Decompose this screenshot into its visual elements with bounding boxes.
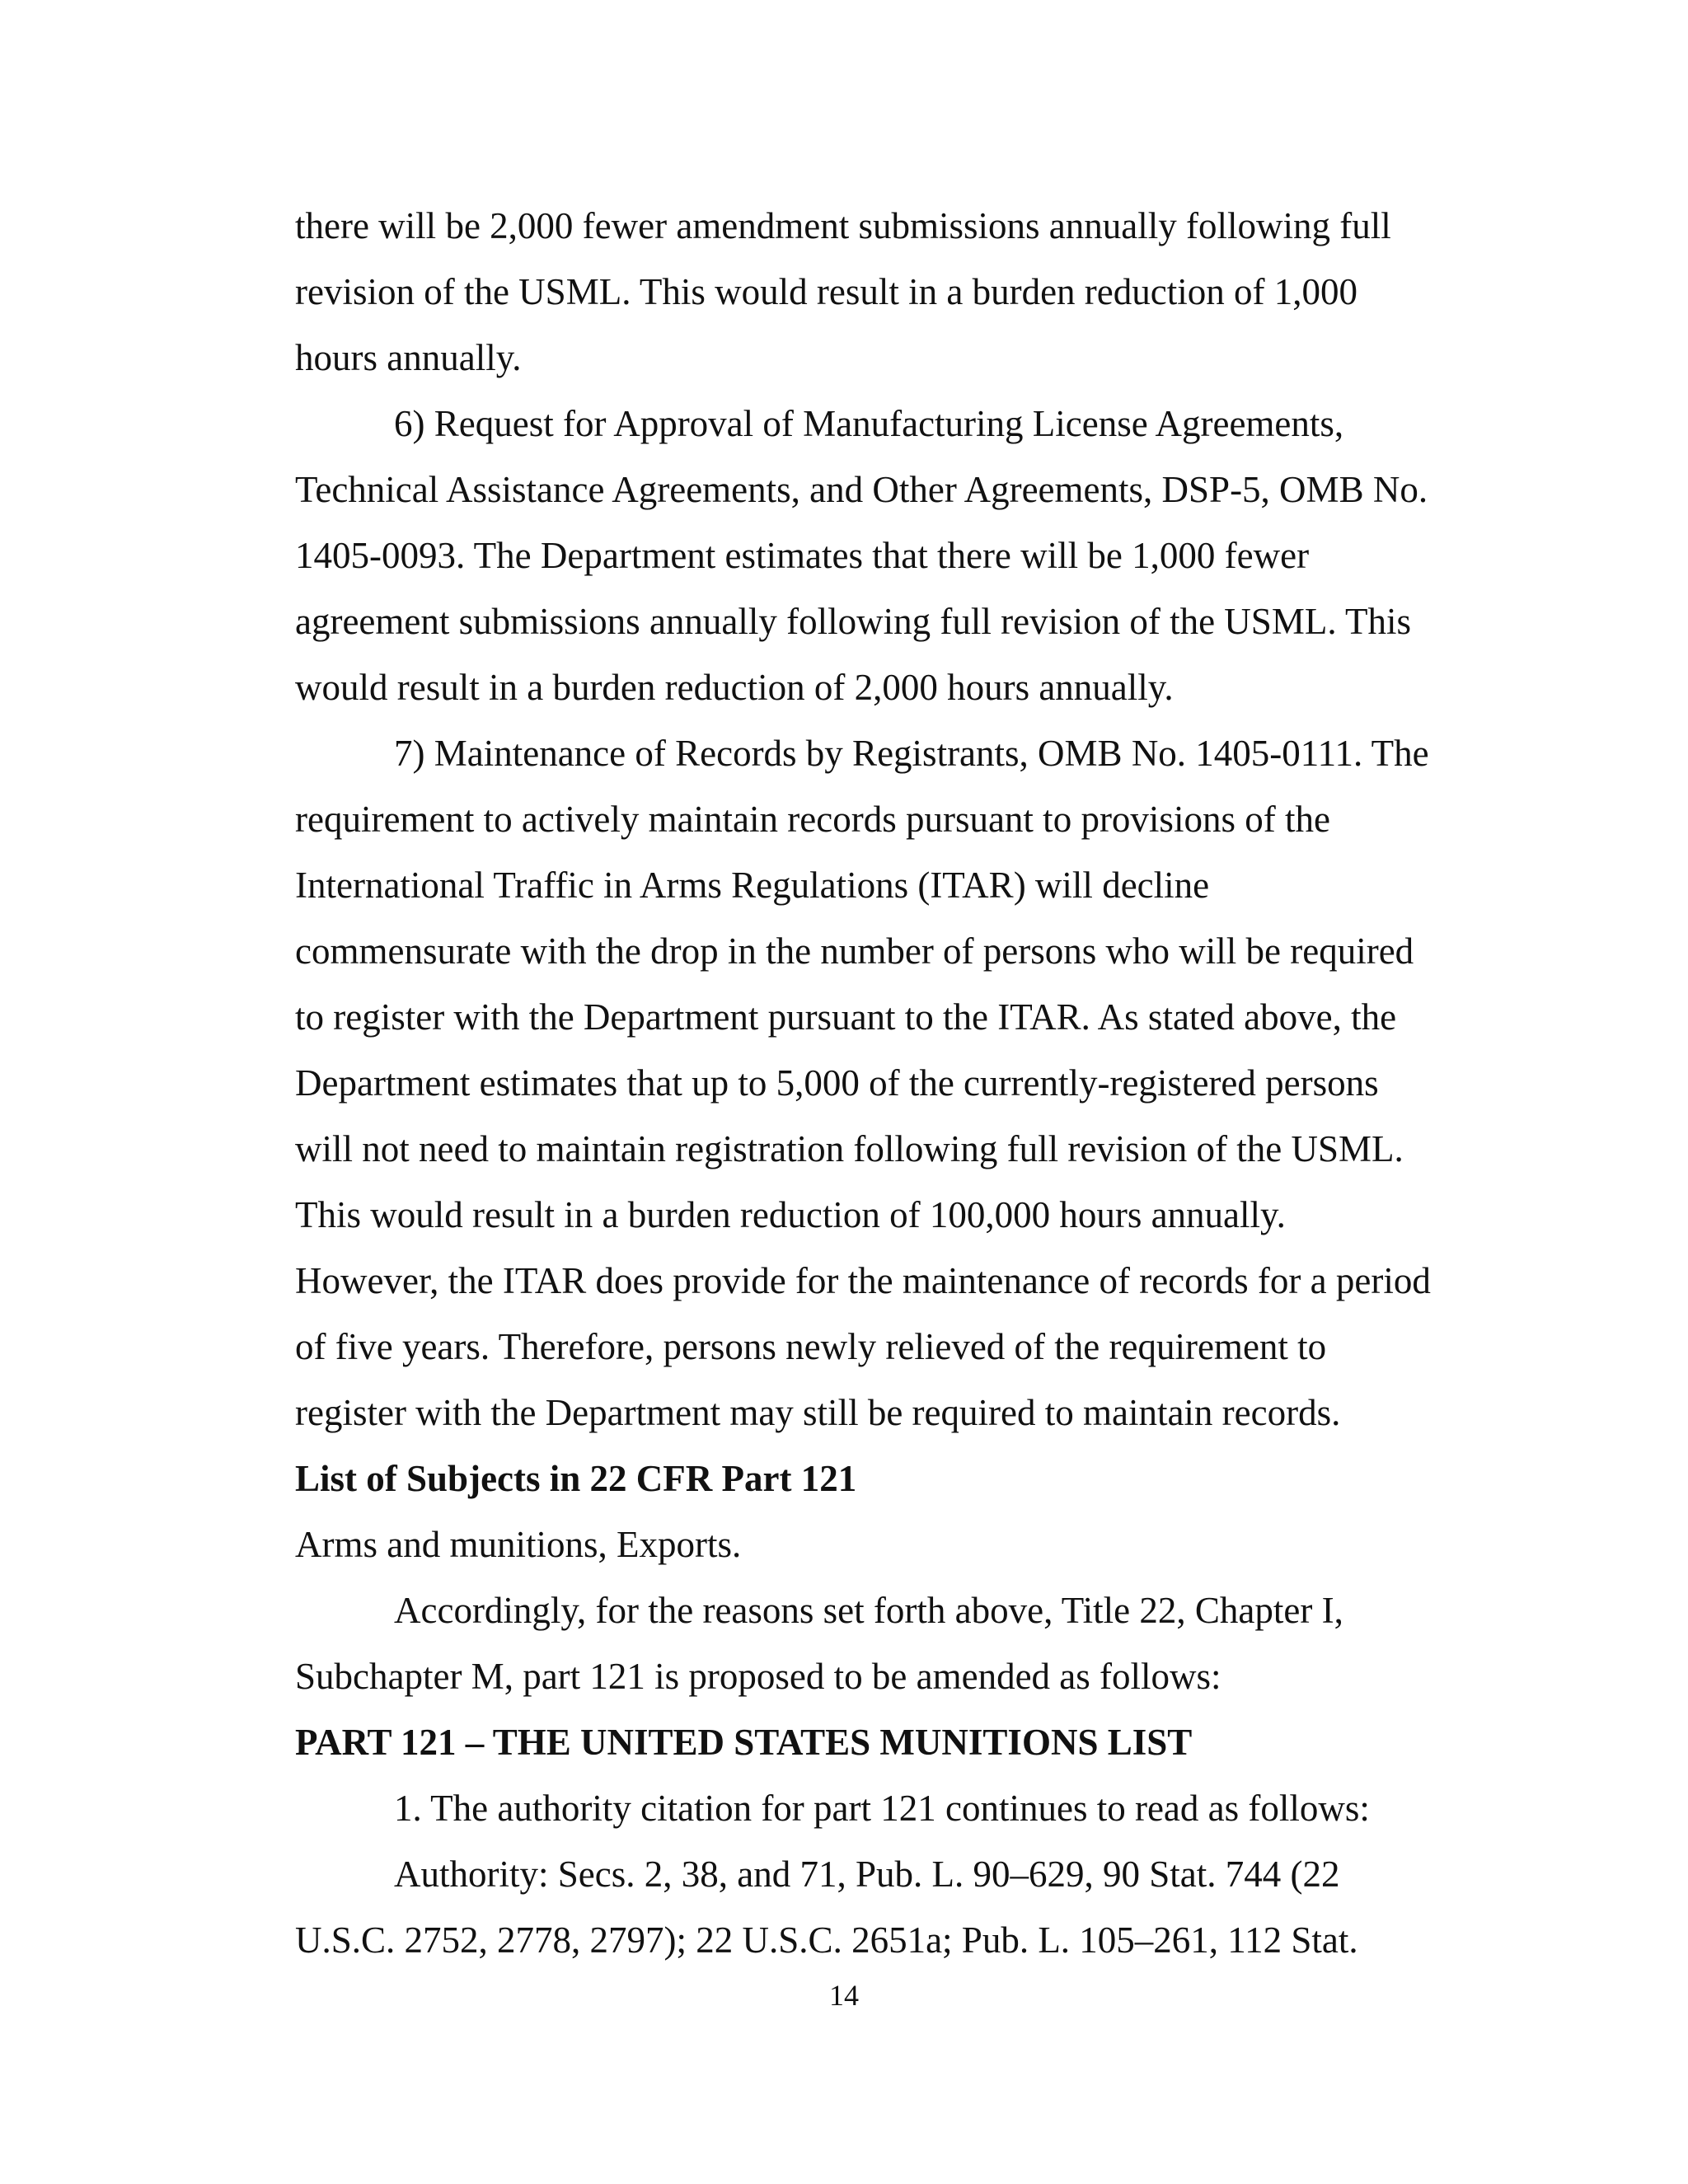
- text-line-11: International Traffic in Arms Regulations (ITAR) will decline: [295, 865, 1210, 906]
- text-line-3: hours annually.: [295, 337, 522, 378]
- text-line-8: would result in a burden reduction of 2,000 hours annually.: [295, 667, 1174, 708]
- text-line-12: commensurate with the drop in the number of persons who will be required: [295, 930, 1414, 972]
- text-line-16: This would result in a burden reduction of 100,000 hours annually.: [295, 1194, 1286, 1235]
- text-line-6: 1405-0093. The Department estimates that there will be 1,000 fewer: [295, 535, 1310, 576]
- subjects-list: Arms and munitions, Exports.: [295, 1524, 742, 1565]
- text-line-1: there will be 2,000 fewer amendment submissions annually following full: [295, 205, 1391, 246]
- authority-citation: Authority: Secs. 2, 38, and 71, Pub. L. 90–629, 90 Stat. 744 (22: [394, 1854, 1340, 1895]
- text-line-10: requirement to actively maintain records pursuant to provisions of the: [295, 799, 1330, 840]
- text-line-19: register with the Department may still be required to maintain records.: [295, 1392, 1341, 1433]
- document-body: [295, 193, 1482, 1973]
- text-line-7: agreement submissions annually following full revision of the USML. This: [295, 601, 1412, 642]
- amendment-intro: Accordingly, for the reasons set forth above, Title 22, Chapter I,: [394, 1590, 1343, 1631]
- text-line-23: Subchapter M, part 121 is proposed to be amended as follows:: [295, 1656, 1221, 1697]
- text-line-13: to register with the Department pursuant to the ITAR. As stated above, the: [295, 996, 1397, 1038]
- paragraph-6-start: 6) Request for Approval of Manufacturing License Agreements,: [394, 403, 1344, 444]
- text-line-2: revision of the USML. This would result in a burden reduction of 1,000: [295, 271, 1357, 312]
- text-line-5: Technical Assistance Agreements, and Other Agreements, DSP-5, OMB No.: [295, 469, 1428, 510]
- part-121-heading: PART 121 – THE UNITED STATES MUNITIONS LIST: [295, 1722, 1193, 1763]
- text-line-18: of five years. Therefore, persons newly relieved of the requirement to: [295, 1326, 1327, 1367]
- paragraph-7-start: 7) Maintenance of Records by Registrants, OMB No. 1405-0111. The: [394, 733, 1429, 774]
- list-of-subjects-heading: List of Subjects in 22 CFR Part 121: [295, 1458, 857, 1499]
- page-number: 14: [829, 1979, 859, 2012]
- text-line-17: However, the ITAR does provide for the maintenance of records for a period: [295, 1260, 1431, 1301]
- text-line-14: Department estimates that up to 5,000 of the currently-registered persons: [295, 1062, 1379, 1104]
- amendment-item-1: 1. The authority citation for part 121 continues to read as follows:: [394, 1788, 1370, 1829]
- text-line-15: will not need to maintain registration following full revision of the USML.: [295, 1128, 1404, 1169]
- text-line-27: U.S.C. 2752, 2778, 2797); 22 U.S.C. 2651a; Pub. L. 105–261, 112 Stat.: [295, 1919, 1358, 1961]
